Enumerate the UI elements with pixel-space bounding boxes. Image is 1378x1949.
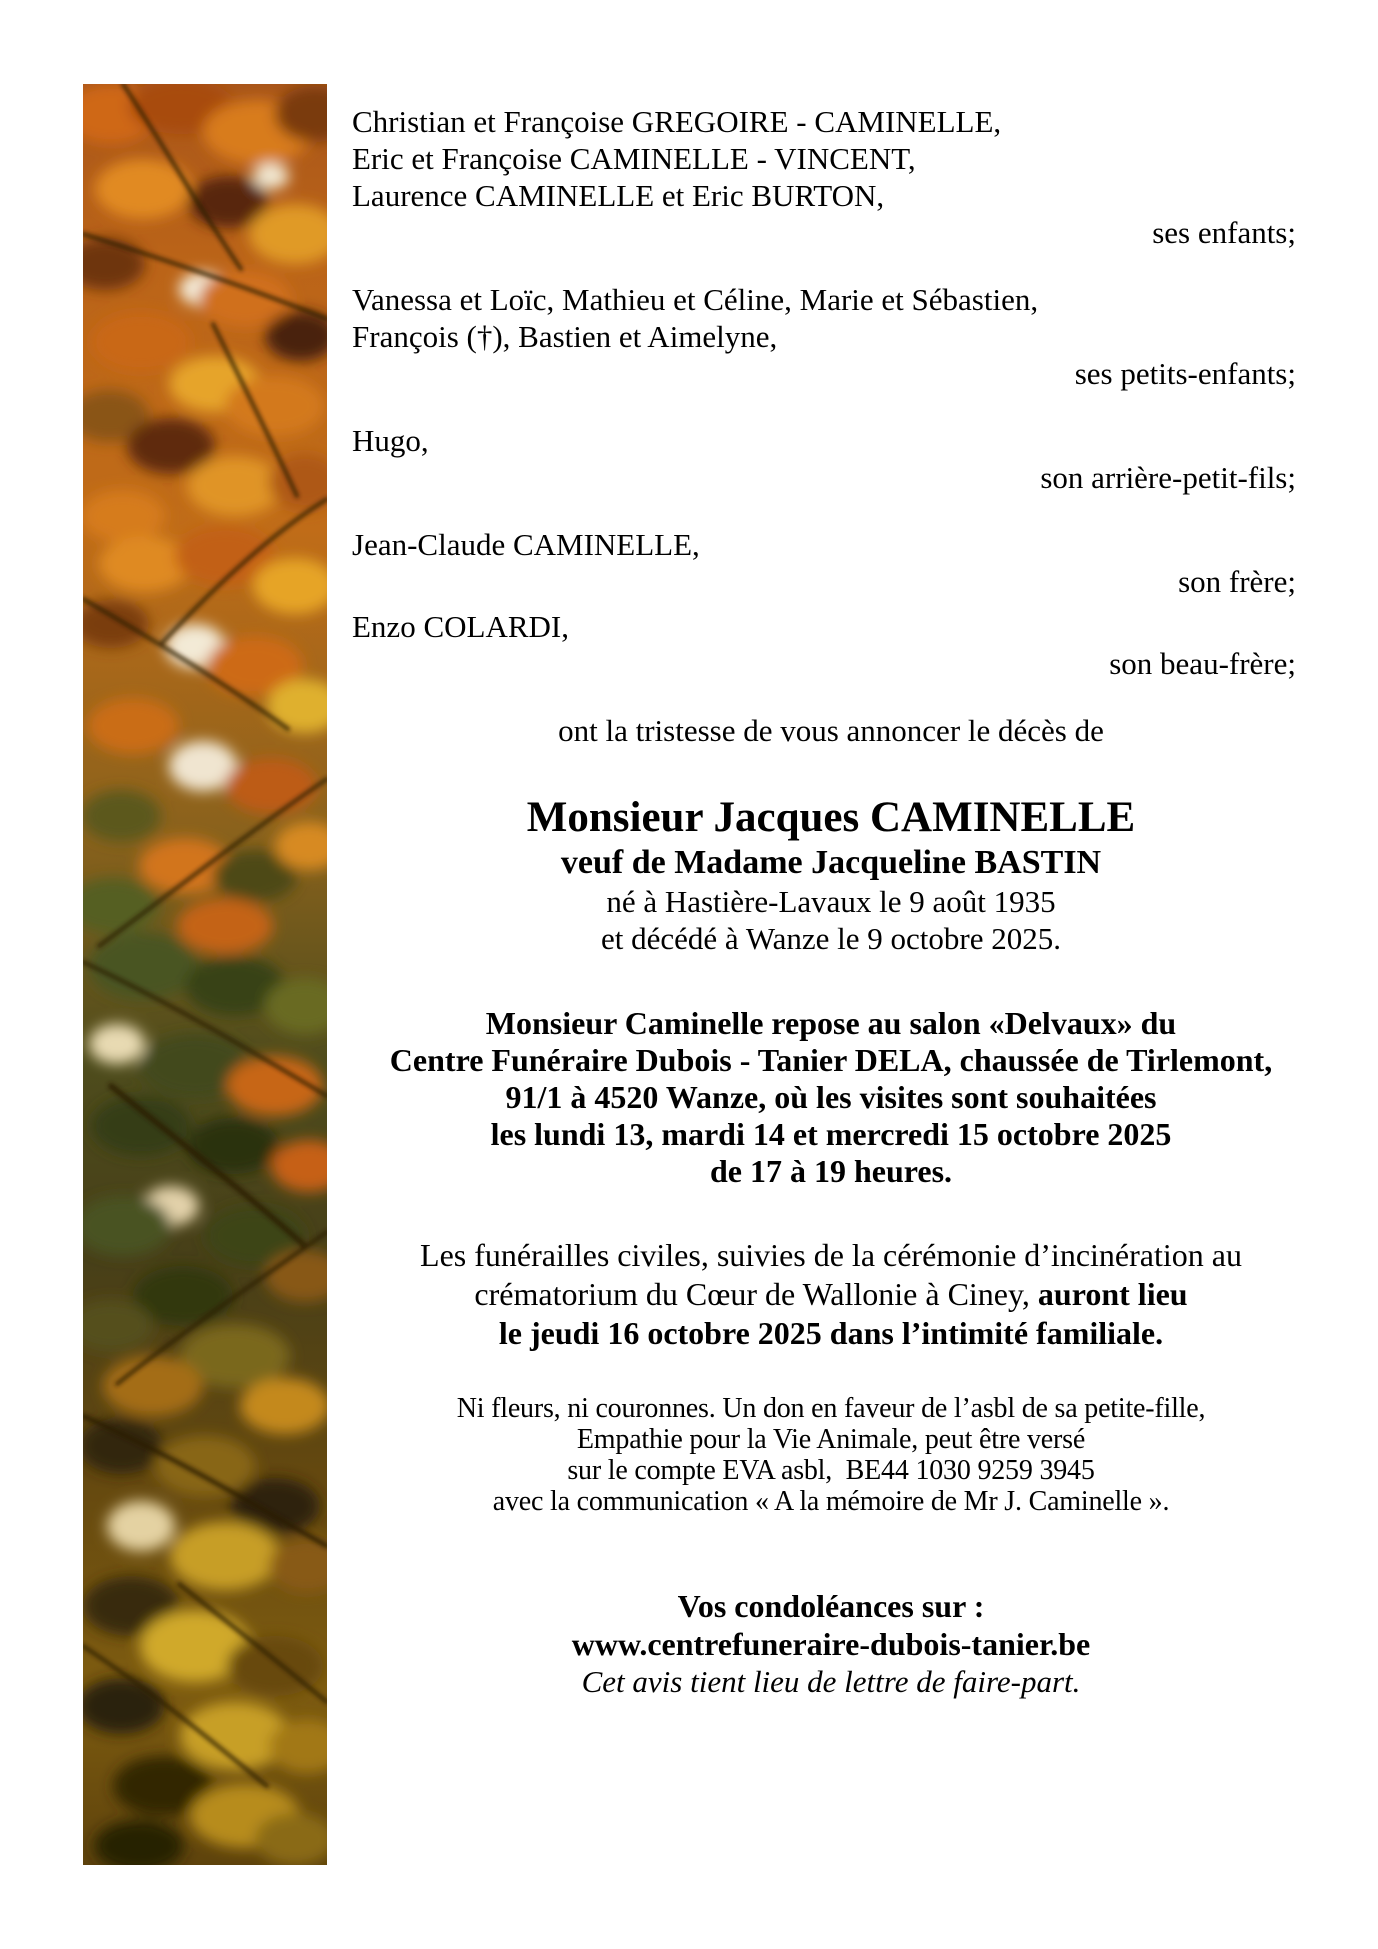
visitation-line: 91/1 à 4520 Wanze, où les visites sont souhaitées — [505, 1079, 1157, 1115]
widower-line: veuf de Madame Jacqueline BASTIN — [560, 844, 1102, 881]
donation-line: Ni fleurs, ni couronnes. Un don en faveur de l’asbl de sa petite-fille, — [456, 1393, 1206, 1424]
relative-names-line: Vanessa et Loïc, Mathieu et Céline, Marie et Sébastien, — [352, 282, 1039, 317]
relation-label: son beau-frère; — [1109, 646, 1296, 681]
funeral-line-bold-part: auront lieu — [1037, 1276, 1188, 1312]
relatives-group-brother — [352, 526, 1310, 600]
funeral-line: le jeudi 16 octobre 2025 dans l’intimité familiale. — [498, 1315, 1164, 1351]
relation-label: ses petits-enfants; — [1074, 356, 1296, 391]
birth-line: né à Hastière-Lavaux le 9 août 1935 — [606, 884, 1056, 919]
relative-names-line: François (†), Bastien et Aimelyne, — [352, 319, 778, 354]
autumn-leaves-photo — [83, 84, 327, 1865]
funeral-line: Les funérailles civiles, suivies de la cérémonie d’incinération au — [420, 1237, 1242, 1273]
donation-line: Empathie pour la Vie Animale, peut être versé — [576, 1424, 1086, 1455]
condolences-paragraph — [352, 1587, 1310, 1663]
visitation-line: Centre Funéraire Dubois - Tanier DELA, chaussée de Tirlemont, — [389, 1042, 1273, 1078]
announcement-line: ont la tristesse de vous annoncer le décès de — [558, 713, 1104, 748]
deceased-name: Monsieur Jacques CAMINELLE — [526, 794, 1136, 841]
funeral-paragraph — [352, 1236, 1310, 1353]
relative-names-line: Eric et Françoise CAMINELLE - VINCENT, — [352, 141, 916, 176]
visitation-paragraph — [352, 1005, 1310, 1190]
autumn-leaves-illustration — [83, 84, 327, 1865]
condolences-website: www.centrefuneraire-dubois-tanier.be — [571, 1626, 1091, 1662]
relative-names-line: Jean-Claude CAMINELLE, — [352, 527, 700, 562]
notice-text — [352, 0, 1310, 1700]
relative-names-line: Laurence CAMINELLE et Eric BURTON, — [352, 178, 885, 213]
closing-line: Cet avis tient lieu de lettre de faire-part. — [581, 1664, 1081, 1699]
relatives-group-grandchildren — [352, 281, 1310, 392]
relatives-group-great-grandson — [352, 422, 1310, 496]
death-line: et décédé à Wanze le 9 octobre 2025. — [601, 921, 1061, 956]
relative-names-line: Hugo, — [352, 423, 429, 458]
donation-paragraph — [352, 1393, 1310, 1517]
funeral-line-regular-part: crématorium du Cœur de Wallonie à Ciney, — [474, 1276, 1038, 1312]
visitation-line: les lundi 13, mardi 14 et mercredi 15 octobre 2025 — [490, 1116, 1172, 1152]
donation-line: avec la communication « A la mémoire de Mr J. Caminelle ». — [492, 1486, 1170, 1517]
condolences-heading: Vos condoléances sur : — [677, 1588, 985, 1624]
donation-line: sur le compte EVA asbl, BE44 1030 9259 3945 — [567, 1455, 1095, 1486]
visitation-line: Monsieur Caminelle repose au salon «Delvaux» du — [485, 1005, 1177, 1041]
visitation-line: de 17 à 19 heures. — [709, 1153, 953, 1189]
relatives-group-brother-in-law — [352, 608, 1310, 682]
relation-label: ses enfants; — [1152, 215, 1296, 250]
relation-label: son arrière-petit-fils; — [1040, 460, 1296, 495]
relative-names-line: Enzo COLARDI, — [352, 609, 569, 644]
relatives-group-children — [352, 103, 1310, 251]
relatives-section — [352, 103, 1310, 682]
relative-names-line: Christian et Françoise GREGOIRE - CAMINELLE, — [352, 104, 1002, 139]
relation-label: son frère; — [1178, 564, 1296, 599]
funeral-line — [352, 1275, 1310, 1314]
